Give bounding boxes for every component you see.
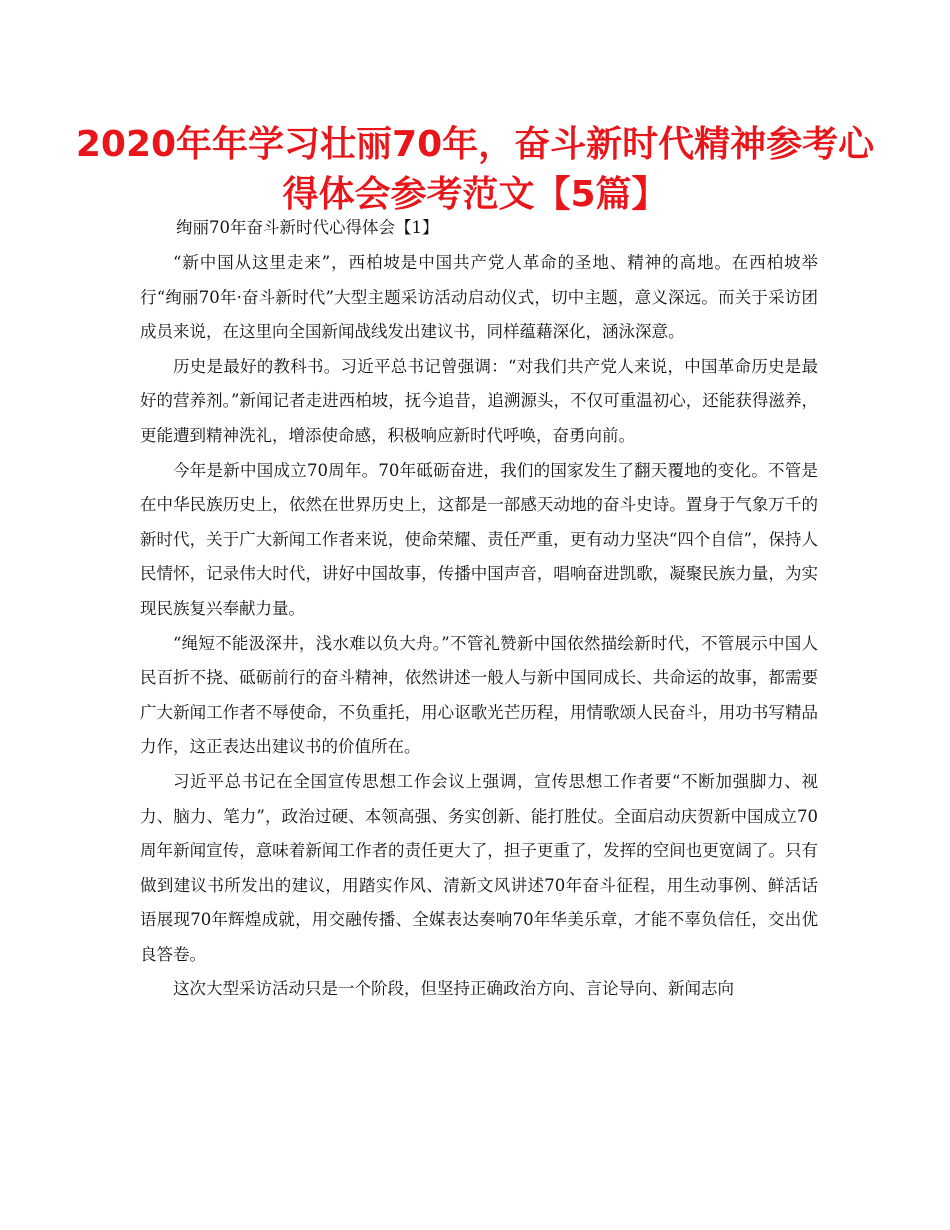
document-title: 2020年年学习壮丽70年，奋斗新时代精神参考心得体会参考范文【5篇】 bbox=[75, 124, 875, 215]
paragraph-2: 历史是最好的教科书。习近平总书记曾强调：“对我们共产党人来说，中国革命历史是最好的营养剂。”新闻记者走进西柏坡，抚今追昔，追溯源头，不仅可重温初心，还能获得滋养，更能遭到精神洗礼，增添使命感，积极响应新时代呼唤，奋勇向前。 bbox=[140, 356, 818, 445]
paragraph-1: “新中国从这里走来”，西柏坡是中国共产党人革命的圣地、精神的高地。在西柏坡举行“绚丽70年·奋斗新时代”大型主题采访活动启动仪式，切中主题，意义深远。而关于采访团成员来说，在这里向全国新闻战线发出建议书，同样蕴藉深化，涵泳深意。 bbox=[140, 253, 818, 342]
paragraph-3: 今年是新中国成立70周年。70年砥砺奋进，我们的国家发生了翻天覆地的变化。不管是在中华民族历史上，依然在世界历史上，这都是一部感天动地的奋斗史诗。置身于气象万千的新时代，关于广大新闻工作者来说，使命荣耀、责任严重，更有动力坚决“四个自信”，保持人民情怀，记录伟大时代，讲好中国故事，传播中国声音，唱响奋进凯歌，凝聚民族力量，为实现民族复兴奉献力量。 bbox=[140, 460, 818, 618]
document-body bbox=[140, 246, 818, 1007]
paragraph-4: “绳短不能汲深井，浅水难以负大舟。”不管礼赞新中国依然描绘新时代，不管展示中国人民百折不挠、砥砺前行的奋斗精神，依然讲述一般人与新中国同成长、共命运的故事，都需要广大新闻工作者不辱使命，不负重托，用心讴歌光芒历程，用情歌颂人民奋斗，用功书写精品力作，这正表达出建议书的价值所在。 bbox=[140, 633, 818, 757]
section-subtitle: 绚丽70年奋斗新时代心得体会【1】 bbox=[176, 218, 439, 237]
paragraph-5: 习近平总书记在全国宣传思想工作会议上强调，宣传思想工作者要“不断加强脚力、视力、脑力、笔力”，政治过硬、本领高强、务实创新、能打胜仗。全面启动庆贺新中国成立70周年新闻宣传，意味着新闻工作者的责任更大了，担子更重了，发挥的空间也更宽阔了。只有做到建议书所发出的建议，用踏实作风、清新文风讲述70年奋斗征程，用生动事例、鲜活话语展现70年辉煌成就，用交融传播、全媒表达奏响70年华美乐章，才能不辜负信任，交出优良答卷。 bbox=[140, 771, 818, 964]
paragraph-6: 这次大型采访活动只是一个阶段，但坚持正确政治方向、言论导向、新闻志向 bbox=[173, 979, 734, 999]
